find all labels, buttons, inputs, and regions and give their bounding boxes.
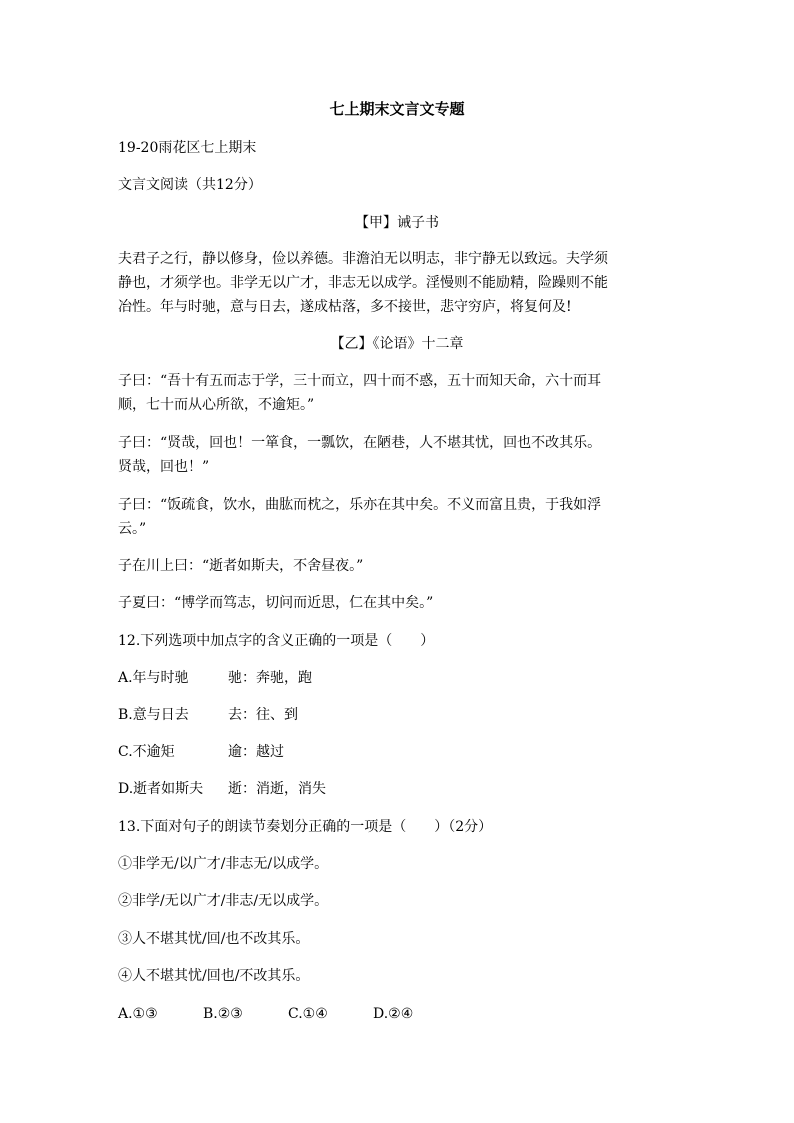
analects-quote-line: 云。” [118, 521, 147, 537]
choice-b: B.②③ [203, 1006, 243, 1022]
section-heading: 文言文阅读（共12分） [118, 177, 262, 193]
question-12-option [118, 741, 688, 763]
option-label: A.年与时驰 [118, 670, 189, 686]
analects-quote-line: 贤哉，回也！” [118, 459, 210, 475]
choice-c: C.①④ [288, 1006, 328, 1022]
question-13-item: ④人不堪其忧/回也/不改其乐。 [118, 968, 310, 984]
page-title: 七上期末文言文专题 [329, 100, 465, 118]
question-12-option [118, 778, 688, 800]
question-12-option [118, 704, 688, 726]
question-13-item: ②非学/无以广才/非志/无以成学。 [118, 893, 329, 909]
option-label: C.不逾矩 [118, 744, 175, 760]
option-text: 驰：奔驰，跑 [228, 670, 312, 686]
passage-a-line: 冶性。年与时驰，意与日去，遂成枯落，多不接世，悲守穷庐，将复何及! [118, 299, 572, 315]
option-text: 去：往、到 [228, 707, 298, 723]
analects-quote-line: 子夏曰：“博学而笃志，切问而近思，仁在其中矣。” [118, 595, 434, 611]
question-12-stem: 12.下列选项中加点字的含义正确的一项是（ ） [118, 633, 435, 649]
analects-quote-line: 子在川上曰：“逝者如斯夫，不舍昼夜。” [118, 558, 364, 574]
passage-a-line: 夫君子之行，静以修身，俭以养德。非澹泊无以明志，非宁静无以致远。夫学须 [118, 251, 608, 267]
choice-a: A.①③ [118, 1006, 158, 1022]
analects-quote-line: 子曰：“饭疏食，饮水，曲肱而枕之，乐亦在其中矣。不义而富且贵，于我如浮 [118, 497, 602, 513]
option-text: 逾：越过 [228, 744, 284, 760]
choice-d: D.②④ [373, 1006, 414, 1022]
question-13-item: ①非学无/以广才/非志无/以成学。 [118, 856, 329, 872]
analects-quote-line: 子曰：“吾十有五而志于学，三十而立，四十而不惑，五十而知天命，六十而耳 [118, 373, 602, 389]
passage-a-line: 静也，才须学也。非学无以广才，非志无以成学。淫慢则不能励精，险躁则不能 [118, 275, 608, 291]
option-label: B.意与日去 [118, 707, 189, 723]
question-12-option [118, 667, 688, 689]
question-13-item: ③人不堪其忧/回/也不改其乐。 [118, 931, 310, 947]
question-13-choices [118, 1003, 688, 1025]
option-label: D.逝者如斯夫 [118, 781, 204, 797]
analects-quote-line: 顺，七十而从心所欲，不逾矩。” [118, 397, 315, 413]
passage-a-heading: 【甲】诫子书 [355, 215, 439, 231]
analects-quote-line: 子曰：“贤哉，回也！一箪食，一瓢饮，在陋巷，人不堪其忧，回也不改其乐。 [118, 435, 602, 451]
option-text: 逝：消逝，消失 [228, 781, 326, 797]
source-label: 19-20雨花区七上期末 [118, 140, 257, 156]
question-13-stem: 13.下面对句子的朗读节奏划分正确的一项是（ ）（2分） [118, 819, 493, 835]
passage-b-heading: 【乙】《论语》十二章 [330, 336, 464, 352]
